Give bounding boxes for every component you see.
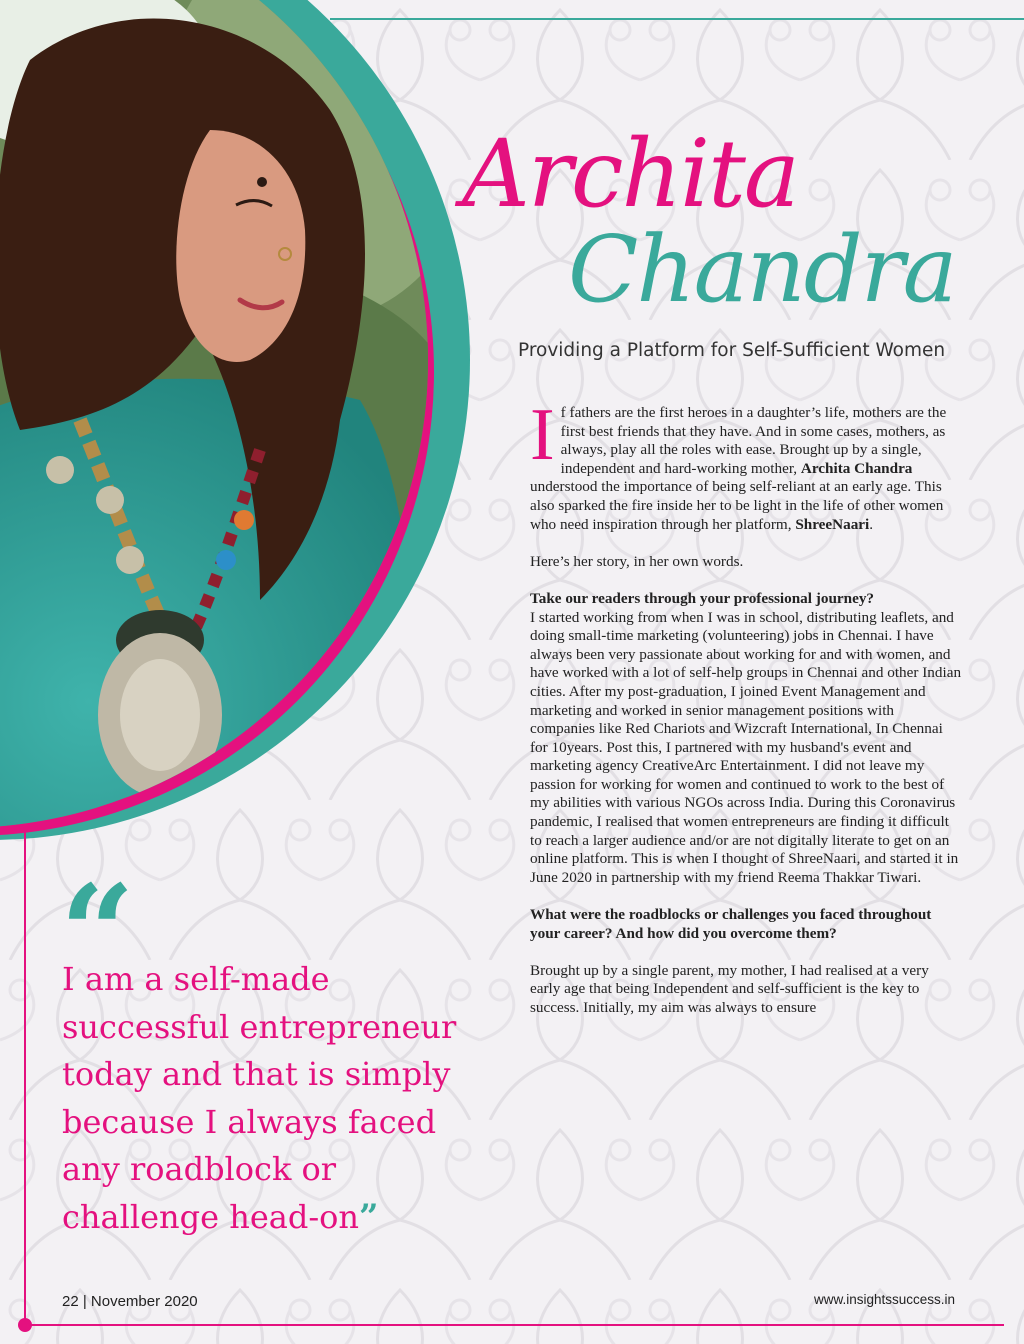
page-info: 22 | November 2020 bbox=[62, 1293, 198, 1310]
answer-1: I started working from when I was in school, distributing leaflets, and doing small-time marketing (volunteering) jobs in Chennai. I have always been very passionate about working for and with women, and have worked with a lot of self-help groups in Chennai and other Indian cities. After my post-graduation, I joined Event Management and marketing and worked in senior management positions with companies like Red Chariots and Wizcraft International, In Chennai for 10years. Post this, I partnered with my husband's event and marketing agency CreativeArc Entertainment. I did not leave my passion for working for women and continued to work to the best of my abilities with various NGOs across India. During this Coronavirus pandemic, I realised that women entrepreneurs are finding it difficult to reach a larger audience and/or are not digitally literate to get on an online platform. This is when I thought of ShreeNaari, and started it in June 2020 in partnership with my friend Reema Thakkar Tiwari. bbox=[530, 608, 962, 886]
drop-cap: I bbox=[530, 394, 555, 476]
close-quote-mark: ” bbox=[359, 1196, 379, 1237]
question-1: Take our readers through your professional journey? bbox=[530, 589, 875, 607]
intro-paragraph bbox=[530, 394, 962, 534]
open-quote-mark: “ bbox=[60, 856, 135, 1009]
pull-quote bbox=[62, 956, 492, 1241]
subtitle: Providing a Platform for Self-Sufficient Women bbox=[518, 340, 946, 361]
left-rule bbox=[24, 826, 26, 1326]
intro-text-1: f fathers are the first heroes in a daughter’s life, mothers are the first best friends that they have. And in some cases, mothers, as always, play all the roles with ease. Brought up by a single, independent and hard-working mother, bbox=[560, 404, 947, 477]
title-first-name: Archita bbox=[462, 120, 798, 229]
top-rule bbox=[330, 18, 1024, 20]
answer-2: Brought up by a single parent, my mother, I had realised at a very early age that being Independent and self-sufficient is the key to success. Initially, my aim was always to ensure bbox=[530, 961, 929, 1016]
title-last-name: Chandra bbox=[568, 216, 956, 323]
question-2: What were the roadblocks or challenges you faced throughout your career? And how did you overcome them? bbox=[530, 906, 932, 942]
rule-dot bbox=[18, 1318, 32, 1332]
article-body bbox=[530, 394, 962, 1018]
website-link[interactable]: www.insightssuccess.in bbox=[814, 1292, 956, 1307]
bottom-rule bbox=[24, 1324, 1004, 1326]
intro-name: Archita Chandra bbox=[800, 459, 913, 477]
intro-platform: ShreeNaari bbox=[795, 515, 870, 533]
story-line: Here’s her story, in her own words. bbox=[530, 552, 744, 570]
pull-quote-text: I am a self-made successful entrepreneur today and that is simply because I always faced any roadblock or challenge head-on bbox=[62, 960, 457, 1236]
intro-text-2: understood the importance of being self-reliant at an early age. This also sparked the fire inside her to be light in the life of other women who need inspiration through her platform, bbox=[530, 478, 944, 533]
intro-end: . bbox=[869, 515, 874, 533]
